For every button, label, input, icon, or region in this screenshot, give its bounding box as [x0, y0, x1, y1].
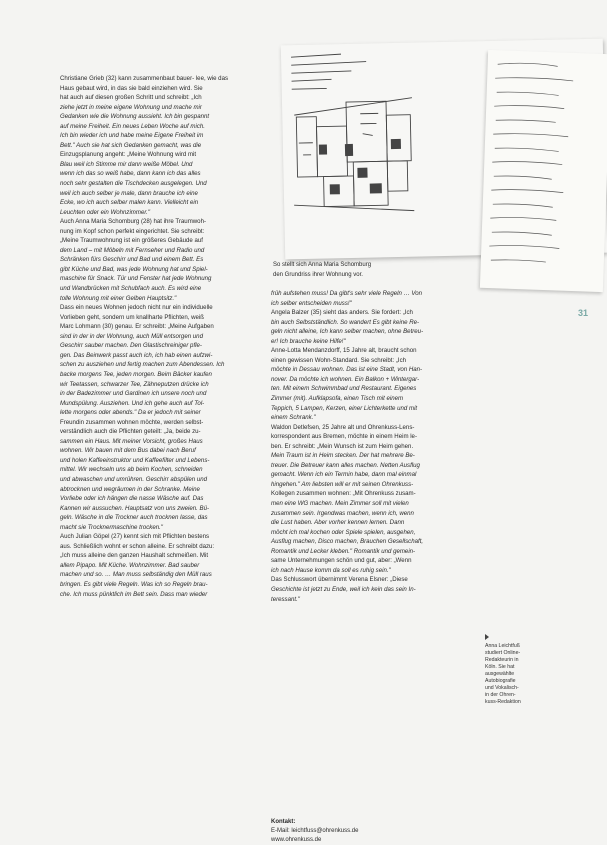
text-line: wir Teetassen, schwarzer Tee, Zähneputzen drücke ich — [60, 380, 209, 388]
text-line: auf meine Freiheit. Ein neues Leben Woche auf mich. — [60, 122, 205, 130]
text-line: Kannen wir aussuchen. Hauptsatz von uns zweien. Bü- — [60, 504, 210, 512]
text-line: bin auch Selbstständlich. So wandert Es gibt keine Re- — [271, 318, 420, 326]
text-line: möchte in Dessau wohnen. Das ist eine Stadt, von Han- — [271, 366, 423, 374]
text-line: hingehen." Am liebsten will er mit seinen Ohrenkuss- — [271, 480, 414, 488]
text-line: früh aufstehen muss! Da gibt's sehr viele Regeln … Von — [271, 290, 422, 297]
text-line: abtrocknen und wegräumen in der Schranke. Meine — [60, 485, 200, 493]
text-line: Angela Balzer (35) sieht das anders. Sie fordert: „Ich — [271, 309, 413, 317]
text-line: schen zu ausziehen und fertig machen zum Abendessen. Ich — [60, 361, 225, 369]
text-line: allem Pipapo. Mit Küche. Wohnzimmer. Bad sauber — [60, 561, 200, 569]
author-note-line: und Vokalisch- — [485, 685, 519, 691]
text-line: bringen. Es gibt viele Regeln. Was ich so Regeln brau- — [60, 580, 208, 588]
text-line: Dass ein neues Wohnen jedoch nicht nur ein individuelle — [60, 304, 213, 312]
text-line: Schränken fürs Geschirr und Bad und einem Bett. Es — [60, 256, 204, 264]
text-line: macht sie Trocknermaschine trocken." — [60, 523, 163, 531]
text-line: Geschirr sauber machen. Den Glastischreiniger pfle- — [60, 342, 202, 350]
text-line: Kollegen zusammen wohnen: „Mit Ohrenkuss zusam- — [271, 490, 416, 498]
text-line: Blau weil ich Stimme mir dann weiße Möbel. Und — [60, 160, 193, 168]
text-line: verständlich auch die Pflichten geteilt: „Ja, beide zu- — [60, 428, 201, 436]
triangle-bullet-icon — [485, 634, 489, 640]
text-line: Mundspülung. Ausziehen. Und ich gehe auch auf Tol- — [60, 399, 205, 407]
contact-web-link[interactable]: www.ohrenkuss.de — [271, 837, 322, 843]
text-line: Vorliebe oder ich hängen die nasse Wäsche auf. Das — [60, 495, 204, 503]
handwriting-scribble — [480, 50, 607, 292]
text-line: mittel. Wir wechseln uns ab beim Kochen, schneiden — [60, 466, 203, 474]
text-line: in der Badezimmer und Gardinen ich unsere noch und — [60, 390, 207, 398]
contact-block — [271, 818, 471, 845]
text-line: geln. Wäsche in die Trockner auch trocknen lasse, das — [60, 514, 208, 522]
author-note-line: Anna Leichtfuß — [485, 643, 520, 649]
text-line: men eine WG machen. Mein Zimmer soll mit vielen — [271, 500, 409, 508]
author-note-line: Redakteurin in — [485, 657, 519, 663]
text-line: wenn ich das so weiß habe, dann kann ich das alles — [60, 170, 201, 178]
text-line: ben. Er schreibt: „Mein Wunsch ist zum Heim gehen. — [271, 442, 414, 450]
text-line: Einzugsplanung angeht: „Meine Wohnung wird mit — [60, 151, 197, 159]
text-line: aus. Schließlich wohnt er schon alleine. Er schreibt dazu: — [60, 542, 215, 550]
text-line: gemacht. Wenn ich ein Termin habe, dann mal einmal — [271, 471, 417, 479]
author-note — [485, 634, 565, 706]
text-line: einen gewissen Wohn-Standard. Sie schreibt: „Ich — [271, 356, 407, 364]
page-number: 31 — [578, 308, 589, 318]
text-line: sammen ein Haus. Mit meiner Vorsicht, großes Haus — [60, 437, 203, 445]
text-line: nover. Da möchte ich wohnen. Ein Balkon + Wintergar- — [271, 375, 420, 383]
text-line: che. Ich muss pünktlich im Bett sein. Dass man wieder — [60, 590, 208, 598]
text-line: weil ich auch selber je male, dann brauche ich eine — [60, 189, 198, 197]
text-line: ich selber entscheiden muss!" — [271, 299, 352, 307]
text-line: Christiane Grieb (32) kann zusammenbaut bauer- lee, wie das — [60, 75, 229, 82]
text-line: gibt Küche und Bad, was jede Wohnung hat und Spiel- — [60, 265, 208, 273]
author-note-line: Autobiografie — [485, 678, 516, 684]
text-line: teressant." — [271, 595, 300, 603]
text-line: Teppich, 5 Lampen, Kerzen, einer Lichterkette und mit — [271, 404, 418, 412]
text-line: maschine für Snack. Tür und Fenster hat jede Wohnung — [60, 275, 212, 283]
text-line: gen. Das Beinwerk passt auch ich, ich hab einen aufzwi- — [60, 351, 213, 359]
text-line: Freundin zusammen wohnen möchte, werden selbst- — [60, 418, 204, 426]
text-line: Ich bin wieder ich und habe meine Eigene Freiheit im — [60, 132, 204, 140]
text-line: nung im Kopf schon perfekt eingerichtet. Sie schreibt: — [60, 227, 205, 235]
text-line: „Ich muss alleine den ganzen Haushalt schmeißen. Mit — [60, 552, 209, 560]
text-line: Ecke, wo ich auch selber malen kann. Vielleicht ein — [60, 199, 199, 207]
text-line: korrespondent aus Bremen, möchte in einem Heim le- — [271, 433, 417, 441]
author-note-line: Köln. Sie hat — [485, 664, 515, 670]
text-line: Romantik und Lecker kleben." Romantik und gemein- — [271, 547, 416, 555]
text-line: same Unternehmungen schön und gut, aber: „Wenn — [271, 557, 412, 565]
text-line: hat auch auf diesen großen Schritt und schreibt: „Ich — [60, 94, 202, 102]
text-line: zusammen sein. Irgendwas machen, wenn ich, wenn — [271, 509, 414, 517]
text-line: „Meine Traumwohnung ist ein größeres Gebäude auf — [60, 237, 203, 245]
author-note-line: kuss-Redaktion — [485, 699, 521, 705]
text-line: und abwaschen und umrühren. Geschirr abspülen und — [60, 475, 208, 483]
text-line: machen und so. … Man muss selbständig den Müll raus — [60, 571, 212, 579]
text-line: die Lust haben. Aber vorher kennen lernen. Dann — [271, 519, 405, 527]
text-line: ich nach Hause komm da soll es ruhig sein." — [271, 566, 391, 574]
author-note-line: ausgewählte — [485, 671, 515, 677]
text-line: Das Schlusswort übernimmt Verena Elsner: „Diese — [271, 576, 408, 584]
left-text-column — [60, 74, 265, 599]
text-line: Auch Anna Maria Schomburg (28) hat ihre Traumwoh- — [60, 218, 206, 226]
text-line: Bett." Auch sie hat sich Gedanken gemacht, was die — [60, 141, 202, 149]
text-line: ten. Mit einem Schwimmbad und Restaurant. Eigenes — [271, 385, 417, 393]
right-text-column — [271, 289, 479, 604]
text-line: lette morgens oder abends." Da er jedoch mit seiner — [60, 409, 201, 417]
author-note-line: in der Ohren- — [485, 692, 516, 698]
text-line: Auch Julian Göpel (27) kennt sich mit Pflichten bestens — [60, 533, 210, 541]
text-line: Haus gebaut wird, in das sie bald einziehen wird. Sie — [60, 84, 203, 92]
text-line: Zimmer (mit). Aufklapsofa, einen Tisch mit einem — [271, 395, 404, 403]
text-line: einem Schrank." — [271, 414, 316, 422]
figure-caption — [273, 261, 473, 280]
text-line: Marc Lohmann (30) genau. Er schreibt: „Meine Aufgaben — [60, 323, 214, 331]
caption-line: den Grundriss ihrer Wohnung vor. — [273, 271, 363, 278]
text-line: tolle Wohnung mit einer Gelben Hauptsitz." — [60, 294, 177, 302]
handwritten-note — [480, 50, 607, 292]
text-line: möcht ich mal kochen oder Spiele spielen, ausgehen, — [271, 528, 416, 536]
text-line: und holen Kaffeeinstruktor und Kaffeefilter und Lebens- — [60, 456, 210, 464]
contact-email-link[interactable]: E-Mail: leichtfuss@ohrenkuss.de — [271, 828, 359, 834]
text-line: Waldon Detlefsen, 25 Jahre alt und Ohrenkuss-Lens- — [271, 423, 415, 431]
text-line: sind in der in der Wohnung, auch Müll entsorgen und — [60, 332, 203, 340]
caption-line: So stellt sich Anna Maria Schomburg — [273, 262, 372, 268]
text-line: geln nicht alleine, Ich kann selber machen, ohne Betreu- — [271, 328, 424, 336]
text-line: Gedanken wie die Wohnung aussieht. Ich bin gespannt — [60, 113, 210, 121]
text-line: Leuchten oder ein Wohnzimmer." — [60, 208, 151, 216]
text-line: noch sehr gestalten die Tischdecken ausgelegen. Und — [60, 180, 207, 188]
text-line: dem Land – mit Möbeln mit Fernseher und Radio und — [60, 246, 205, 254]
text-line: backe morgens Tee, jeden morgen. Beim Bäcker kaufen — [60, 370, 212, 378]
text-line: ziehe jetzt in meine eigene Wohnung und mache mir — [60, 103, 202, 111]
text-line: wohnen. Wir bauen mit dem Bus dabei nach Beruf — [60, 447, 196, 455]
text-line: Mein Traum ist in Heim stecken. Der hat mehrere Be- — [271, 452, 415, 460]
text-line: und Wandbrücken mit Schubfach auch. Es wird eine — [60, 285, 202, 293]
text-line: er! Ich brauche keine Hilfe!" — [271, 337, 346, 345]
text-line: Vorlieben geht, sondern um knallharte Pflichten, weiß — [60, 313, 204, 321]
author-note-line: studiert Online- — [485, 650, 521, 656]
text-line: Anne-Lotta Mendanzdorff, 15 Jahre alt, braucht schon — [271, 347, 417, 355]
contact-label: Kontakt: — [271, 819, 296, 825]
text-line: Ausflug machen, Disco machen, Brauchen Gesellschaft, — [271, 538, 424, 546]
text-line: Geschichte ist jetzt zu Ende, weil ich kein das sein In- — [271, 585, 416, 593]
text-line: treuer. Die Betreuer kann alles machen. Netten Ausflug — [271, 461, 420, 469]
